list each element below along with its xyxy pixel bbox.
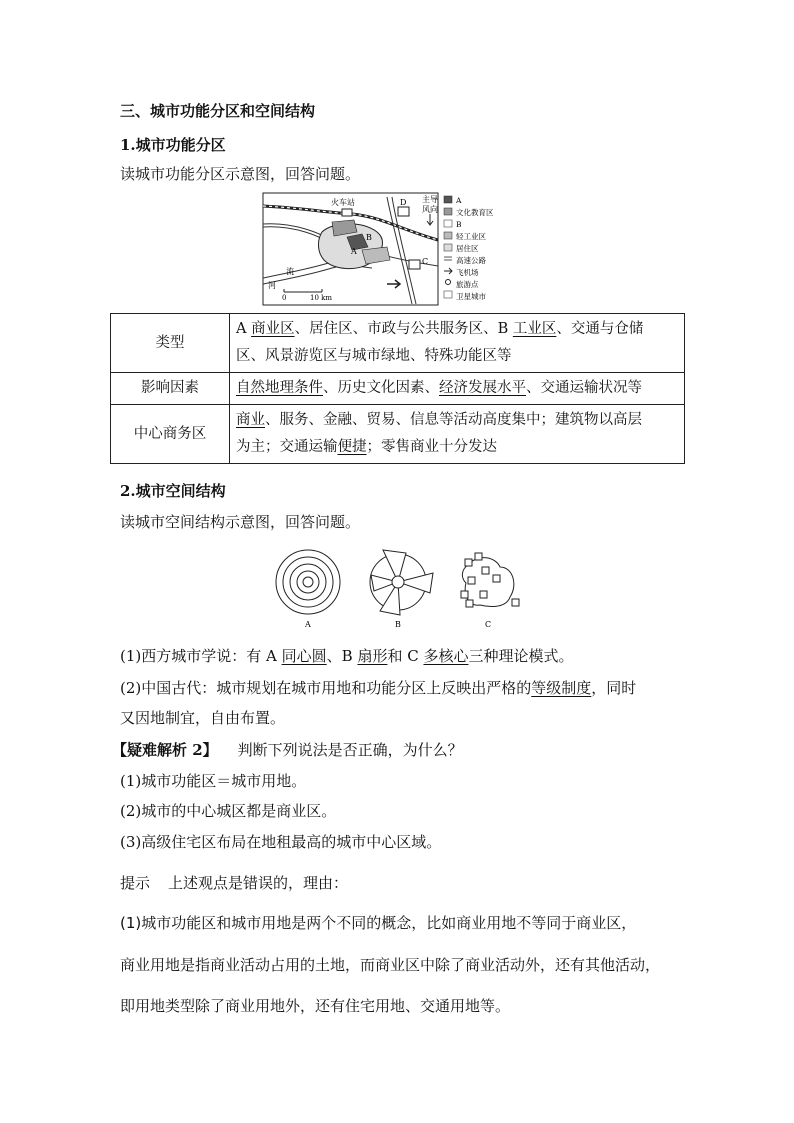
scale-ten: 10 km xyxy=(310,294,333,302)
map-legend xyxy=(444,196,494,301)
row-head-type: 类型 xyxy=(111,314,230,373)
table-row-type xyxy=(111,314,685,373)
satellite-city-D xyxy=(398,207,409,216)
spatial-structure-diagram xyxy=(268,545,528,631)
row-cell-type: A 商业区、居住区、市政与公共服务区、B 工业区、交通与仓储 区、风景游览区与城市绿地、特殊功能区等 xyxy=(230,314,685,373)
model-label-b: B xyxy=(395,620,401,629)
satellite-city-C xyxy=(409,260,420,269)
row-head-cbd: 中心商务区 xyxy=(111,405,230,464)
svg-text:旅游点: 旅游点 xyxy=(456,280,479,289)
table-row-cbd xyxy=(111,405,685,464)
svg-text:高速公路: 高速公路 xyxy=(456,256,486,265)
row-cell-factors: 自然地理条件、历史文化因素、经济发展水平、交通运输状况等 xyxy=(230,373,685,405)
subsection-title-2: 2.城市空间结构 xyxy=(120,482,226,500)
river-label-1: 流 xyxy=(286,267,294,276)
svg-text:居住区: 居住区 xyxy=(456,244,479,253)
instruction-2: 读城市空间结构示意图，回答问题。 xyxy=(120,513,361,531)
svg-text:B: B xyxy=(456,220,462,229)
model-concentric xyxy=(276,550,340,629)
function-zone-table xyxy=(110,313,685,464)
model-multi-nuclei xyxy=(461,553,519,629)
model-label-c: C xyxy=(485,620,492,629)
wind-label-bottom: 风向 xyxy=(422,205,438,214)
svg-text:轻工业区: 轻工业区 xyxy=(456,232,486,241)
question-3: (3)高级住宅区布局在地租最高的城市中心区域。 xyxy=(120,833,442,851)
svg-text:A: A xyxy=(456,196,462,205)
subsection-title-1: 1.城市功能分区 xyxy=(120,136,226,154)
hint-line: 提示 上述观点是错误的，理由： xyxy=(120,874,349,892)
svg-text:文化教育区: 文化教育区 xyxy=(456,208,494,217)
svg-text:飞机场: 飞机场 xyxy=(456,268,479,277)
answer-line-3: 即用地类型除了商业用地外，还有住宅用地、交通用地等。 xyxy=(120,997,511,1015)
wind-label-top: 主导 xyxy=(422,195,438,204)
map-label-B: B xyxy=(366,233,372,242)
table-row-factors xyxy=(111,373,685,405)
paragraph-2-line-1: (2)中国古代：城市规划在城市用地和功能分区上反映出严格的等级制度，同时 xyxy=(120,679,637,697)
answer-line-1: (1)城市功能区和城市用地是两个不同的概念，比如商业用地不等同于商业区， xyxy=(120,914,637,932)
station-label: 火车站 xyxy=(331,198,355,207)
scale-zero: 0 xyxy=(282,294,287,302)
section-title: 三、城市功能分区和空间结构 xyxy=(120,102,316,120)
row-head-factors: 影响因素 xyxy=(111,373,230,405)
instruction-1: 读城市功能分区示意图，回答问题。 xyxy=(120,165,361,183)
paragraph-2-line-2: 又因地制宜，自由布置。 xyxy=(120,709,286,727)
question-2: (2)城市的中心城区都是商业区。 xyxy=(120,802,337,820)
map-label-A: A xyxy=(351,247,357,256)
row-cell-cbd: 商业、服务、金融、贸易、信息等活动高度集中；建筑物以高层 为主；交通运输便捷；零售商业十分发达 xyxy=(230,405,685,464)
map-label-C: C xyxy=(422,257,429,266)
city-function-map xyxy=(262,192,532,306)
question-1: (1)城市功能区＝城市用地。 xyxy=(120,772,307,790)
doubt-heading: 【疑难解析 2】 判断下列说法是否正确，为什么？ xyxy=(112,741,463,759)
map-label-D: D xyxy=(400,198,407,207)
paragraph-1: (1)西方城市学说：有 A 同心圆、B 扇形和 C 多核心三种理论模式。 xyxy=(120,647,574,665)
model-sector xyxy=(370,550,433,629)
answer-line-2: 商业用地是指商业活动占用的土地，而商业区中除了商业活动外，还有其他活动， xyxy=(120,956,661,974)
svg-text:卫星城市: 卫星城市 xyxy=(456,292,486,301)
river-label-2: 河 xyxy=(268,281,276,290)
station-icon xyxy=(342,209,352,216)
model-label-a: A xyxy=(305,620,311,629)
